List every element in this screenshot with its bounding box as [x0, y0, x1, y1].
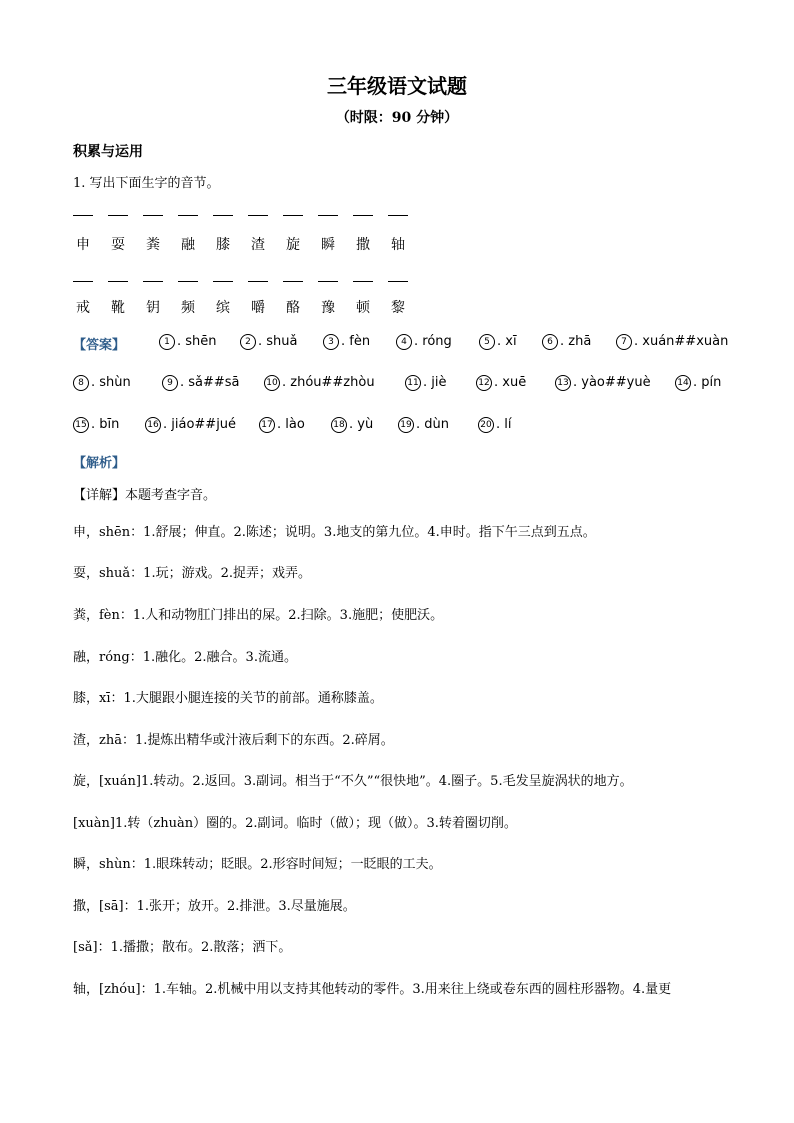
paragraph: 【详解】本题考查字音。: [73, 488, 217, 503]
answer-blank: [318, 215, 338, 216]
answer-item: [259, 417, 305, 433]
answer-row-3: [73, 417, 733, 437]
answer-blank: [213, 281, 233, 282]
circled-number: 19: [398, 417, 414, 433]
paragraph: 渣，zhā：1.提炼出精华或汁液后剩下的东西。2.碎屑。: [73, 733, 394, 748]
character: 膝: [216, 237, 230, 253]
circled-number: 10: [264, 375, 280, 391]
circled-number: 1: [159, 334, 175, 350]
character: 旋: [286, 237, 300, 253]
circled-number: 3: [323, 334, 339, 350]
circled-number: 16: [145, 417, 161, 433]
answer-blank: [388, 215, 408, 216]
circled-number: 14: [675, 375, 691, 391]
circled-number: 18: [331, 417, 347, 433]
character: 酪: [286, 300, 300, 316]
answer-text: . bīn: [91, 417, 120, 432]
circled-number: 11: [405, 375, 421, 391]
answer-text: . shēn: [177, 334, 217, 349]
answer-blank: [353, 281, 373, 282]
paragraph: [sǎ]：1.播撒；散布。2.散落；洒下。: [73, 940, 292, 955]
answer-blank: [213, 215, 233, 216]
analysis-label: 【解析】: [73, 456, 126, 471]
answer-text: . zhóu##zhòu: [282, 375, 375, 390]
character: 轴: [391, 237, 405, 253]
page-title: 三年级语文试题: [327, 74, 467, 98]
character: 频: [181, 300, 195, 316]
answer-item: [479, 334, 517, 350]
char-row-1: [73, 234, 413, 254]
answer-blank: [248, 281, 268, 282]
answer-item: [159, 334, 217, 350]
circled-number: 12: [476, 375, 492, 391]
answer-item: [240, 334, 297, 350]
answer-blank: [143, 281, 163, 282]
circled-number: 17: [259, 417, 275, 433]
section-heading: 积累与运用: [73, 144, 143, 160]
circled-number: 2: [240, 334, 256, 350]
answer-blank: [388, 281, 408, 282]
character: 申: [76, 237, 90, 253]
answer-item: [323, 334, 370, 350]
answer-text: . xuē: [494, 375, 527, 390]
answer-item: [675, 375, 721, 391]
circled-number: 15: [73, 417, 89, 433]
blank-row-1: [73, 215, 413, 217]
paragraph: 旋，[xuán]1.转动。2.返回。3.副词。相当于“不久”“很快地”。4.圈子。5.毛发呈旋涡状的地方。: [73, 774, 633, 789]
answer-item: [331, 417, 373, 433]
answer-text: . dùn: [416, 417, 449, 432]
paragraph: [xuàn]1.转（zhuàn）圈的。2.副词。临时（做）；现（做）。3.转着圈切削。: [73, 816, 517, 831]
character: 撒: [356, 237, 370, 253]
answer-item: [145, 417, 236, 433]
character: 黎: [391, 300, 405, 316]
answer-text: . lào: [277, 417, 305, 432]
character: 缤: [216, 300, 230, 316]
circled-number: 6: [542, 334, 558, 350]
answer-item: [396, 334, 452, 350]
answer-text: . yào##yuè: [573, 375, 651, 390]
paragraph: 膝，xī：1.大腿跟小腿连接的关节的前部。通称膝盖。: [73, 691, 383, 706]
character: 豫: [321, 300, 335, 316]
answer-text: . jiè: [423, 375, 447, 390]
answer-text: . fèn: [341, 334, 371, 349]
paragraph: 撒，[sā]：1.张开；放开。2.排泄。3.尽量施展。: [73, 899, 356, 914]
answer-blank: [353, 215, 373, 216]
answer-blank: [73, 215, 93, 216]
character: 戒: [76, 300, 90, 316]
circled-number: 5: [479, 334, 495, 350]
character: 耍: [111, 237, 125, 253]
answer-item: [555, 375, 651, 391]
answer-item: [264, 375, 375, 391]
character: 钥: [146, 300, 160, 316]
answer-blank: [143, 215, 163, 216]
answer-blank: [178, 281, 198, 282]
answer-item: [542, 334, 591, 350]
answer-label: 【答案】: [73, 338, 126, 353]
character: 瞬: [321, 237, 335, 253]
answer-text: . pín: [693, 375, 722, 390]
character: 顿: [356, 300, 370, 316]
circled-number: 9: [162, 375, 178, 391]
answer-item: [162, 375, 240, 391]
answer-blank: [283, 281, 303, 282]
answer-item: [478, 417, 512, 433]
answer-item: [73, 375, 131, 391]
answer-item: [398, 417, 449, 433]
question-1: 1. 写出下面生字的音节。: [73, 176, 220, 191]
answer-item: [405, 375, 447, 391]
paragraph: 耍，shuǎ：1.玩；游戏。2.捉弄；戏弄。: [73, 566, 311, 581]
answer-blank: [283, 215, 303, 216]
answer-blank: [318, 281, 338, 282]
time-limit: （时限：90 分钟）: [335, 110, 459, 126]
answer-text: . róng: [414, 334, 452, 349]
answer-text: . sǎ##sā: [180, 375, 240, 390]
blank-row-2: [73, 281, 413, 283]
answer-item: [616, 334, 728, 350]
answer-text: . lí: [496, 417, 512, 432]
char-row-2: [73, 297, 413, 317]
character: 渣: [251, 237, 265, 253]
circled-number: 8: [73, 375, 89, 391]
answer-text: . jiáo##jué: [163, 417, 237, 432]
answer-text: . yù: [349, 417, 374, 432]
circled-number: 7: [616, 334, 632, 350]
character: 靴: [111, 300, 125, 316]
answer-text: . zhā: [560, 334, 592, 349]
answer-row-2: [73, 375, 733, 395]
answer-item: [73, 417, 119, 433]
circled-number: 4: [396, 334, 412, 350]
paragraph: 瞬，shùn：1.眼珠转动；眨眼。2.形容时间短；一眨眼的工夫。: [73, 857, 442, 872]
answer-blank: [178, 215, 198, 216]
answer-blank: [108, 281, 128, 282]
answer-blank: [108, 215, 128, 216]
character: 融: [181, 237, 195, 253]
circled-number: 13: [555, 375, 571, 391]
answer-blank: [248, 215, 268, 216]
answer-text: . shuǎ: [258, 334, 298, 349]
answer-text: . xuán##xuàn: [634, 334, 729, 349]
answer-row-1: [73, 334, 733, 354]
paragraph: 轴，[zhóu]：1.车轴。2.机械中用以支持其他转动的零件。3.用来往上绕或卷东西的圆柱形器物。4.量更: [73, 982, 672, 997]
character: 嚼: [251, 300, 265, 316]
answer-item: [476, 375, 526, 391]
character: 粪: [146, 237, 160, 253]
paragraph: 申，shēn：1.舒展；伸直。2.陈述；说明。3.地支的第九位。4.申时。指下午三点到五点。: [73, 525, 596, 540]
answer-text: . shùn: [91, 375, 131, 390]
paragraph: 粪，fèn：1.人和动物肛门排出的屎。2.扫除。3.施肥；使肥沃。: [73, 608, 444, 623]
answer-blank: [73, 281, 93, 282]
answer-text: . xī: [497, 334, 517, 349]
circled-number: 20: [478, 417, 494, 433]
paragraph: 融，róng：1.融化。2.融合。3.流通。: [73, 650, 297, 665]
